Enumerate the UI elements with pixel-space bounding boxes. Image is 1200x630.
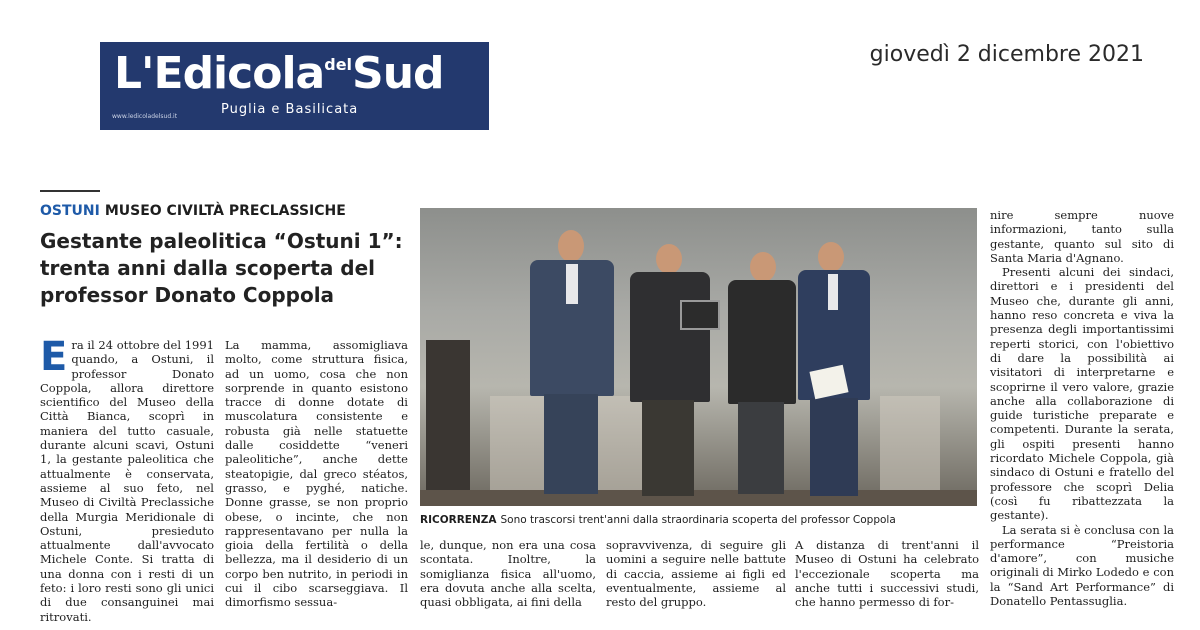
- article-column-6: [990, 208, 1174, 608]
- masthead-title-del: del: [324, 55, 353, 74]
- article-column-1: [40, 334, 214, 624]
- column-6-paragraph-1: nire sempre nuove informazioni, tanto sulla gestante, quanto sul sito di Santa Maria d'Agnano.: [990, 208, 1174, 265]
- masthead-logo: [100, 42, 489, 130]
- article-column-5: [795, 538, 979, 609]
- stage-floor: [420, 490, 977, 506]
- caption-label: RICORRENZA: [420, 514, 497, 526]
- caption-text: Sono trascorsi trent'anni dalla straordinaria scoperta del professor Coppola: [500, 514, 896, 526]
- column-6-paragraph-2: Presenti alcuni dei sindaci, direttori e i presidenti del Museo che, durante gli anni, hanno reso concreta e viva la presenza degli importantissimi reperti storici, con l'obiettivo di dare la possibilità ai visitatori di interpretarne e scoprirne il vero valore, grazie anche alla collaborazione di guide turistiche preparate e competenti. Durante la serata, gli ospiti presenti hanno ricordato Michele Coppola, già sindaco di Ostuni e fratello del professore che scoprì Delia (così fu ribattezzata la gestante).: [990, 265, 1174, 523]
- section-rule: [40, 190, 100, 192]
- publication-date: giovedì 2 dicembre 2021: [869, 42, 1144, 67]
- article-column-2: [225, 338, 408, 610]
- award-plaque: [680, 300, 720, 330]
- kicker-place: OSTUNI: [40, 203, 100, 219]
- column-6-paragraph-3: La serata si è conclusa con la performance “Preistoria d'amore”, con musiche originali di Mirko Lodedo e con la “Sand Art Performance” di Donatello Pentassuglia.: [990, 522, 1174, 609]
- masthead-title: L'Edicola$^{del}$Sud: [114, 48, 444, 99]
- column-3-text: le, dunque, non era una cosa scontata. Inoltre, la somiglianza fisica all'uomo, era dovuta anche alla scelta, quasi obbligata, ai fini della: [420, 538, 596, 610]
- kicker-topic: MUSEO CIVILTÀ PRECLASSICHE: [104, 203, 346, 219]
- column-4-text: sopravvivenza, di seguire gli uomini a seguire nelle battute di caccia, assieme ai figli ed eventualmente, assieme al resto del gruppo.: [606, 538, 786, 610]
- event-photo: [420, 208, 977, 506]
- article-column-3: [420, 538, 596, 609]
- article-headline: Gestante paleolitica “Ostuni 1”: trenta anni dalla scoperta del professor Donato Coppola: [40, 229, 403, 307]
- column-1-text: ra il 24 ottobre del 1991 quando, a Ostuni, il professor Donato Coppola, allora direttore scientifico del Museo della Città Bianca, scoprì in maniera del tutto casuale, durante alcuni scavi, Ostuni 1, la gestante paleolitica che attualmente è conservata, assieme al suo feto, nel Museo di Civiltà Preclassiche della Murgia Meridionale di Ostuni, presieduto attualmente dall'avvocato Michele Conte. Si tratta di una donna con i resti di un feto: i loro resti sono gli unici di due consanguinei mai ritrovati.: [40, 338, 214, 624]
- photo-caption: [420, 514, 977, 526]
- column-2-text: La mamma, assomigliava molto, come struttura fisica, ad un uomo, cosa che non sorprende in quanto esistono tracce di donne dotate di muscolatura consistente e robusta già nelle statuette dalle cosiddette “veneri paleolitiche”, anche dette steatopigie, dal greco stéatos, grasso, e pyghé, natiche. Donne grasse, se non proprio obese, o incinte, che non rappresentavano per nulla la gioia della fertilità o della bellezza, ma il desiderio di un corpo ben nutrito, in periodi in cui il cibo scarseggiava. Il dimorfismo sessua-: [225, 338, 408, 610]
- wall-panel: [880, 396, 940, 496]
- wall-panel: [590, 396, 650, 496]
- masthead-subtitle: Puglia e Basilicata: [221, 102, 359, 117]
- lectern: [426, 340, 470, 490]
- drop-cap: E: [40, 334, 68, 380]
- article-column-4: [606, 538, 786, 609]
- section-kicker: [40, 203, 346, 219]
- wall-panel: [490, 396, 550, 496]
- column-5-text: A distanza di trent'anni il Museo di Ostuni ha celebrato l'eccezionale scoperta ma anche tutti i successivi studi, che hanno permesso di for-: [795, 538, 979, 610]
- masthead-url: www.ledicoladelsud.it: [112, 113, 178, 120]
